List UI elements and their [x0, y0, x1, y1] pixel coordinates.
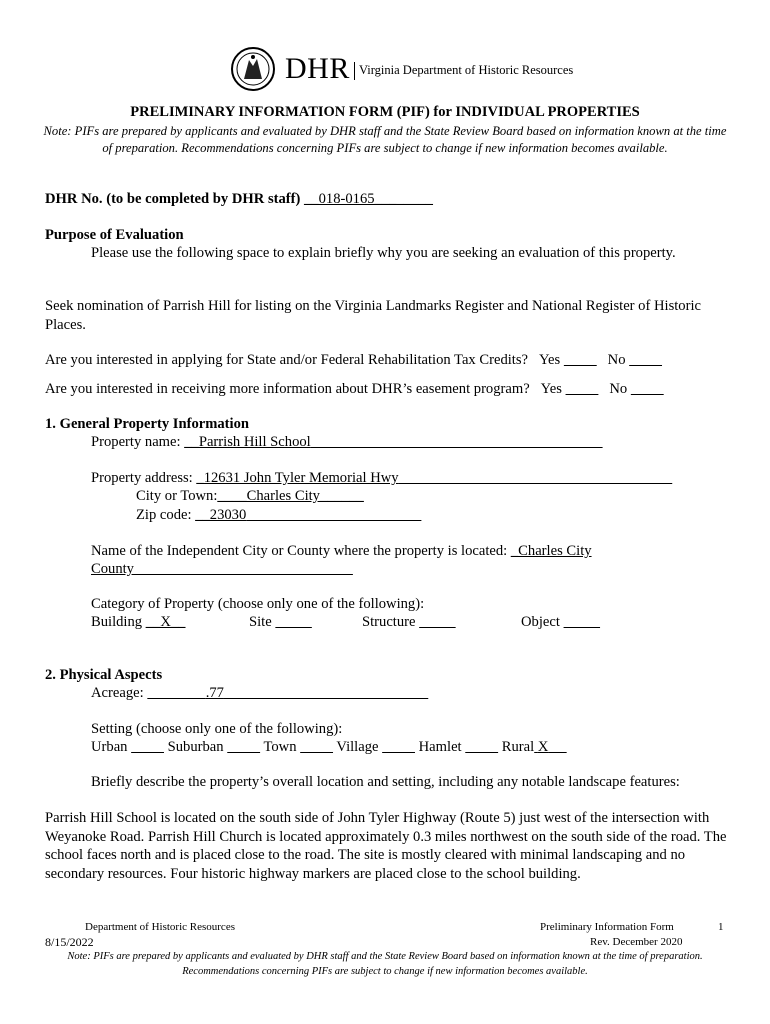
dhr-no-label: DHR No. (to be completed by DHR staff)	[45, 191, 301, 207]
tax-credit-label: Are you interested in applying for State and/or Federal Rehabilitation Tax Credits?	[45, 352, 529, 368]
suburban-label: Suburban	[167, 739, 224, 755]
footer-form-name: Preliminary Information Form	[540, 921, 674, 933]
city-label: City or Town:	[136, 488, 218, 504]
tax-credit-question	[45, 352, 662, 369]
zip-label: Zip code:	[136, 507, 192, 523]
building-label: Building	[91, 614, 143, 630]
footer-note-line-2: Recommendations concerning PIFs are subject to change if new information becomes available.	[182, 966, 588, 977]
footer-note	[20, 949, 750, 979]
logo-divider	[354, 62, 355, 80]
zip-field[interactable]: __23030	[195, 507, 247, 523]
tax-no-label: No	[607, 352, 626, 368]
purpose-heading: Purpose of Evaluation	[45, 227, 184, 243]
section-1-heading: 1. General Property Information	[45, 416, 250, 432]
form-note: Note: PIFs are prepared by applicants and evaluated by DHR staff and the State Review Board based on information known at the time of preparation. Recommendations concerning PIFs are subject to change if new information becomes available.	[43, 124, 727, 155]
rural-label: Rural	[501, 739, 535, 755]
dhr-logo-text: DHR	[285, 52, 350, 85]
ease-yes-label: Yes	[540, 381, 562, 397]
acreage-field[interactable]: .77	[205, 685, 224, 701]
city-row	[136, 488, 364, 505]
urban-field[interactable]	[131, 739, 164, 755]
dhr-no-field[interactable]: __018-0165___	[304, 191, 397, 207]
tax-no-field[interactable]	[629, 352, 662, 368]
category-site	[249, 614, 312, 631]
city-field[interactable]: ____Charles City______	[217, 488, 364, 504]
county-field[interactable]: _Charles City	[510, 543, 592, 559]
virginia-seal-icon	[230, 46, 276, 92]
acreage-row	[91, 685, 428, 702]
object-field[interactable]	[564, 614, 600, 630]
category-object	[521, 614, 600, 631]
urban-label: Urban	[91, 739, 128, 755]
footer-rev: Rev. December 2020	[590, 936, 683, 948]
county-row-2	[91, 561, 353, 578]
property-address-label: Property address:	[91, 470, 193, 486]
town-field[interactable]	[300, 739, 333, 755]
county-row	[91, 543, 592, 560]
property-address-field[interactable]: _12631 John Tyler Memorial Hwy	[196, 470, 399, 486]
purpose-instruction: Please use the following space to explain briefly why you are seeking an evaluation of this property.	[91, 245, 676, 261]
county-label: Name of the Independent City or County where the property is located:	[91, 543, 508, 559]
property-name-label: Property name:	[91, 434, 181, 450]
property-name-row	[91, 434, 603, 451]
org-name: Virginia Department of Historic Resources	[359, 63, 574, 77]
form-title: PRELIMINARY INFORMATION FORM (PIF) for INDIVIDUAL PROPERTIES	[130, 104, 640, 120]
property-address-row	[91, 470, 672, 487]
easement-question	[45, 381, 664, 398]
dhr-no-row: DHR No. (to be completed by DHR staff) __018-0165________	[45, 191, 433, 207]
property-name-field[interactable]: __Parrish Hill School	[184, 434, 311, 450]
setting-label: Setting (choose only one of the following):	[91, 721, 343, 737]
setting-description[interactable]: Parrish Hill School is located on the south side of John Tyler Highway (Route 5) just west of the intersection with Weyanoke Road. Parrish Hill Church is located approximately 0.3 miles northwest on the south side of the road. The school faces north and is placed close to the road. The site is mostly cleared with minimal landscaping and no secondary resources. Four historic highway markers are placed close to the school building.	[45, 810, 727, 882]
town-label: Town	[263, 739, 297, 755]
site-field[interactable]	[275, 614, 311, 630]
village-field[interactable]	[382, 739, 415, 755]
ease-yes-field[interactable]	[566, 381, 599, 397]
category-building	[91, 614, 185, 631]
suburban-field[interactable]	[227, 739, 260, 755]
footer-note-line-1: Note: PIFs are prepared by applicants and evaluated by DHR staff and the State Review Board based on information known at the time of preparation.	[67, 951, 703, 962]
footer-page-num: 1	[718, 921, 724, 933]
structure-field[interactable]	[419, 614, 455, 630]
acreage-label: Acreage:	[91, 685, 144, 701]
tax-yes-label: Yes	[538, 352, 561, 368]
footer-dept: Department of Historic Resources	[85, 921, 235, 933]
ease-no-label: No	[609, 381, 628, 397]
hamlet-field[interactable]	[465, 739, 498, 755]
purpose-answer[interactable]: Seek nomination of Parrish Hill for listing on the Virginia Landmarks Register and National Register of Historic Places.	[45, 298, 701, 333]
setting-options	[91, 739, 567, 756]
rural-field[interactable]: X	[537, 739, 549, 755]
category-structure	[362, 614, 456, 631]
village-label: Village	[336, 739, 379, 755]
easement-label: Are you interested in receiving more information about DHR’s easement program?	[45, 381, 530, 397]
describe-prompt: Briefly describe the property’s overall location and setting, including any notable landscape features:	[91, 774, 680, 790]
hamlet-label: Hamlet	[418, 739, 462, 755]
site-label: Site	[249, 614, 272, 630]
ease-no-field[interactable]	[631, 381, 664, 397]
category-label: Category of Property (choose only one of the following):	[91, 596, 425, 612]
building-field[interactable]: __X__	[145, 614, 186, 630]
structure-label: Structure	[362, 614, 416, 630]
section-2-heading: 2. Physical Aspects	[45, 667, 163, 683]
zip-row	[136, 507, 421, 524]
tax-yes-field[interactable]	[564, 352, 597, 368]
footer-date: 8/15/2022	[45, 935, 94, 949]
object-label: Object	[521, 614, 560, 630]
county-field-cont[interactable]: County	[91, 561, 134, 577]
